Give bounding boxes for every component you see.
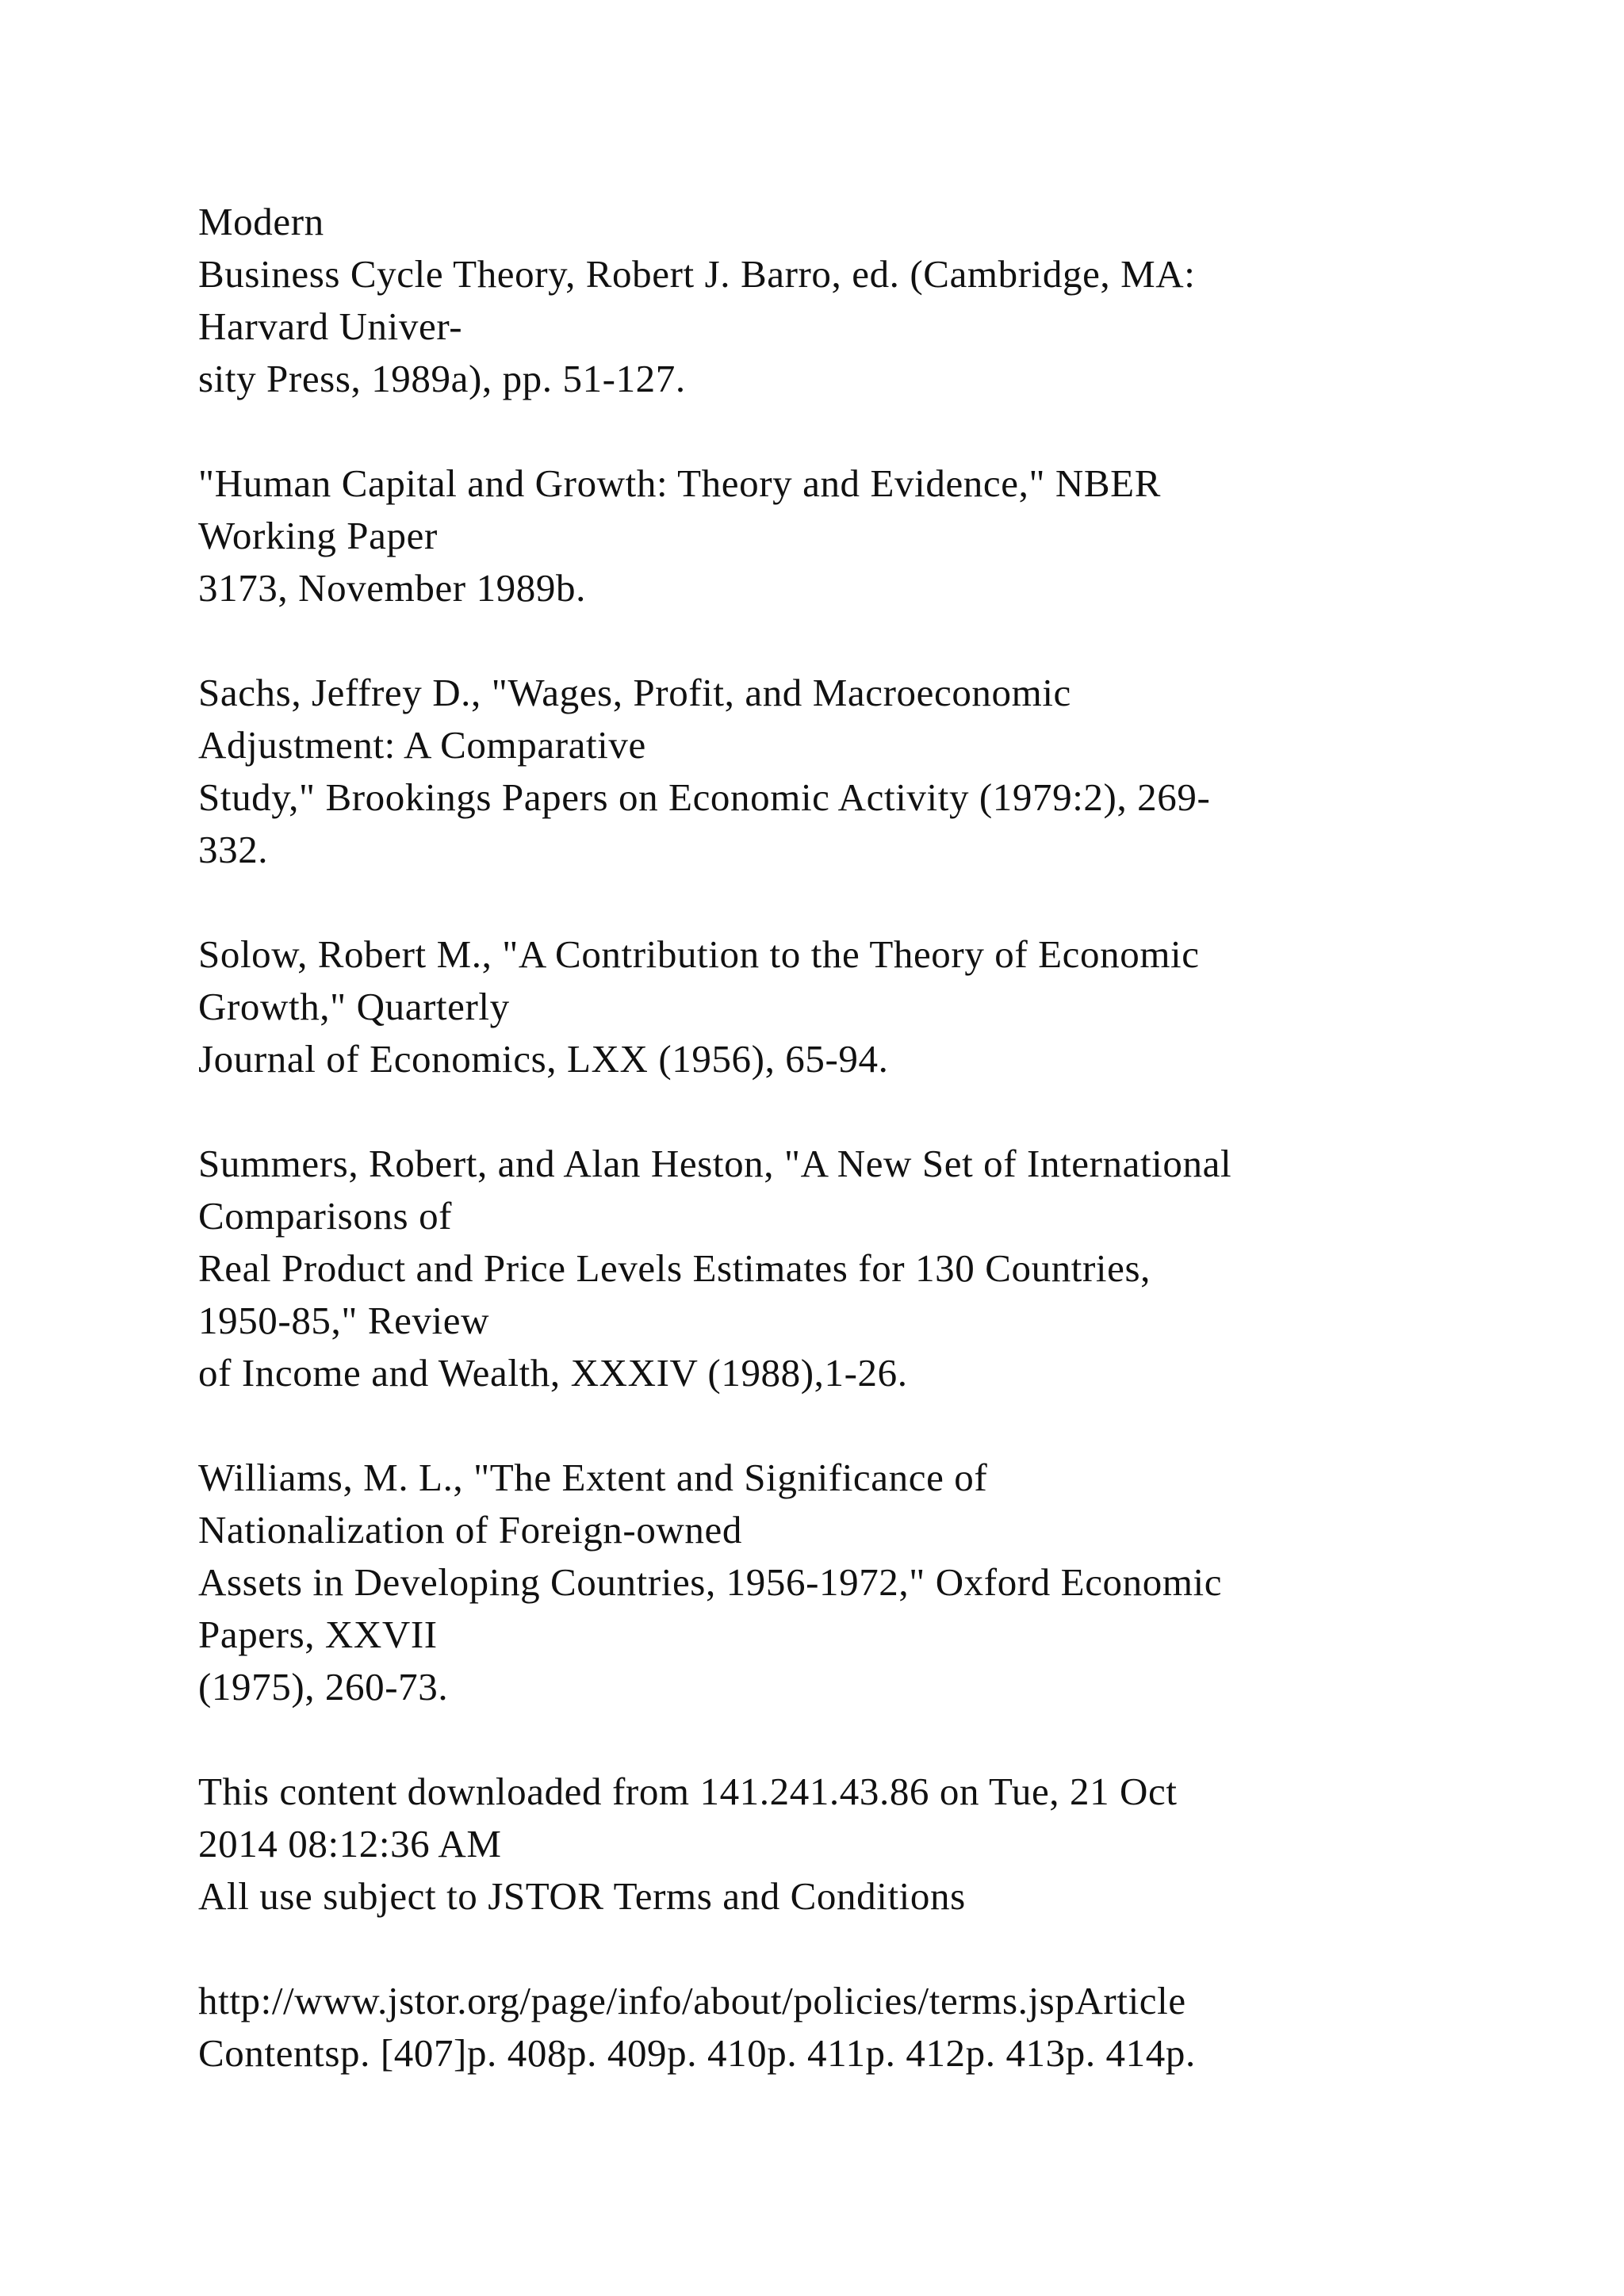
text-line: Nationalization of Foreign-owned [198,1508,742,1552]
text-line: Sachs, Jeffrey D., "Wages, Profit, and Macroeconomic [198,671,1071,714]
text-line: Assets in Developing Countries, 1956-1972," Oxford Economic [198,1560,1223,1604]
reference-solow [198,928,1546,1085]
text-line: Growth," Quarterly [198,985,510,1028]
text-line: (1975), 260-73. [198,1665,449,1709]
text-line: Papers, XXVII [198,1613,438,1656]
text-line: Business Cycle Theory, Robert J. Barro, ed. (Cambridge, MA: [198,252,1196,296]
text-line: 2014 08:12:36 AM [198,1822,502,1866]
text-line: Journal of Economics, LXX (1956), 65-94. [198,1037,889,1081]
text-line: 3173, November 1989b. [198,566,586,610]
text-line: http://www.jstor.org/page/info/about/policies/terms.jspArticle [198,1979,1186,2022]
text-line: Harvard Univer- [198,304,463,348]
text-line: Working Paper [198,514,438,557]
text-line: Summers, Robert, and Alan Heston, "A New Set of International [198,1142,1232,1185]
terms-url-and-contents [198,1975,1546,2080]
text-line: 1950-85," Review [198,1299,490,1342]
text-line: 332. [198,828,269,871]
text-line: sity Press, 1989a), pp. 51-127. [198,357,686,400]
reference-barro-1989b [198,457,1546,614]
text-line: All use subject to JSTOR Terms and Conditions [198,1874,966,1918]
text-line: Modern [198,200,324,243]
document-page [198,196,1546,2132]
text-line: Real Product and Price Levels Estimates for 130 Countries, [198,1246,1151,1290]
reference-williams [198,1452,1546,1713]
text-line: Williams, M. L., "The Extent and Significance of [198,1456,988,1499]
text-line: Comparisons of [198,1194,453,1238]
reference-barro-1989a [198,196,1546,405]
reference-summers-heston [198,1138,1546,1399]
text-line: This content downloaded from 141.241.43.86 on Tue, 21 Oct [198,1770,1178,1813]
text-line: Study," Brookings Papers on Economic Activity (1979:2), 269- [198,775,1211,819]
download-notice [198,1766,1546,1923]
text-line: Adjustment: A Comparative [198,723,646,767]
text-line: of Income and Wealth, XXXIV (1988),1-26. [198,1351,908,1395]
text-line: Contentsp. [407]p. 408p. 409p. 410p. 411p. 412p. 413p. 414p. [198,2031,1196,2075]
text-line: Solow, Robert M., "A Contribution to the Theory of Economic [198,932,1200,976]
reference-sachs [198,667,1546,876]
text-line: "Human Capital and Growth: Theory and Evidence," NBER [198,461,1161,505]
